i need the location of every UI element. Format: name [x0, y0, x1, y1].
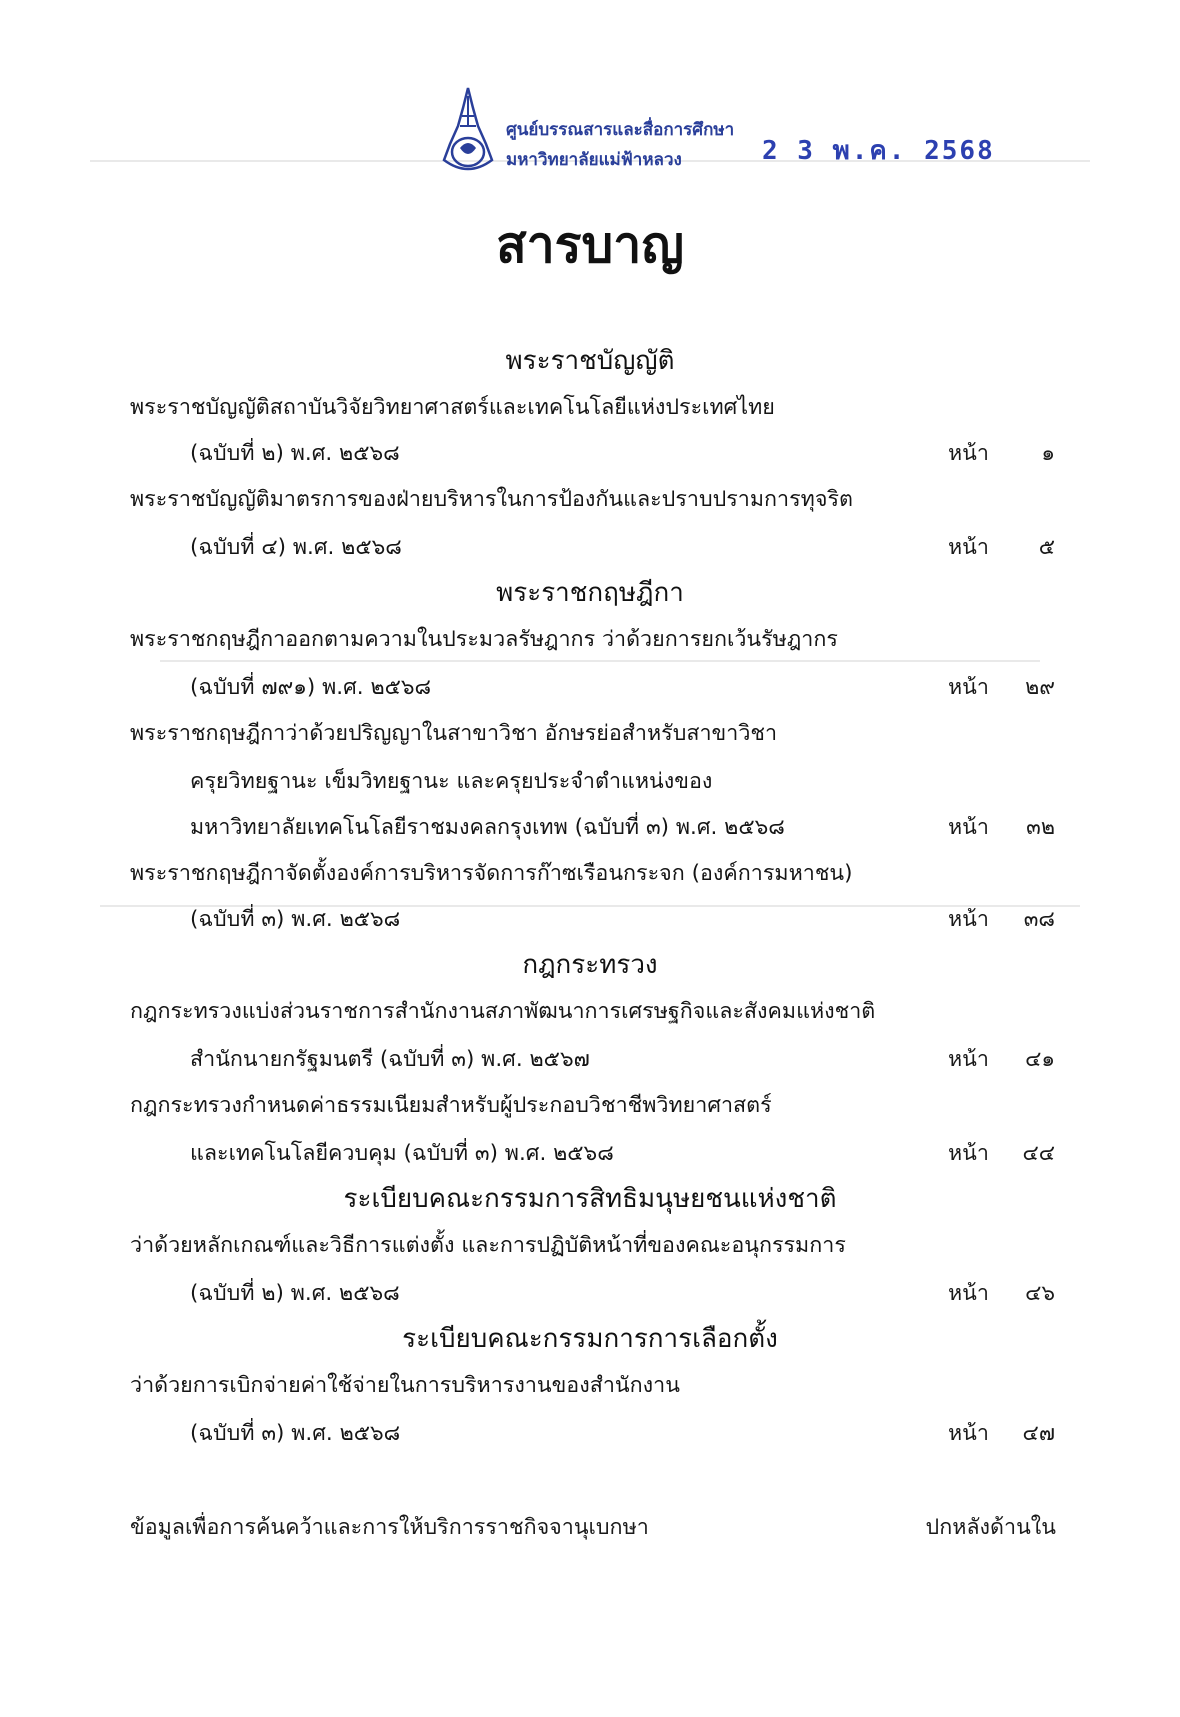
library-stamp	[440, 86, 995, 182]
page-number: ๓๒	[1026, 815, 1055, 840]
toc-entry-line: (ฉบับที่ ๓) พ.ศ. ๒๕๖๘	[190, 1421, 401, 1446]
page-label: หน้า	[948, 1281, 989, 1306]
toc-entry-line: พระราชบัญญัติสถาบันวิจัยวิทยาศาสตร์และเทคโนโลยีแห่งประเทศไทย	[130, 395, 775, 420]
section-heading: พระราชบัญญัติ	[505, 346, 675, 376]
page-number: ๔๗	[1022, 1421, 1055, 1446]
page-label: หน้า	[948, 907, 989, 932]
toc-entry-line: สำนักนายกรัฐมนตรี (ฉบับที่ ๓) พ.ศ. ๒๕๖๗	[190, 1047, 590, 1072]
page-label: หน้า	[948, 441, 989, 466]
university-seal-icon	[440, 86, 496, 178]
toc-entry-line: (ฉบับที่ ๒) พ.ศ. ๒๕๖๘	[190, 1281, 400, 1306]
toc-entry-line: และเทคโนโลยีควบคุม (ฉบับที่ ๓) พ.ศ. ๒๕๖๘	[190, 1141, 614, 1166]
footer-page-reference: ปกหลังด้านใน	[925, 1515, 1056, 1540]
page-title: สารบาญ	[496, 216, 684, 274]
toc-entry-line: ว่าด้วยหลักเกณฑ์และวิธีการแต่งตั้ง และการปฏิบัติหน้าที่ของคณะอนุกรรมการ	[130, 1233, 846, 1258]
page-number: ๓๘	[1023, 907, 1055, 932]
toc-entry-line: พระราชกฤษฎีกาว่าด้วยปริญญาในสาขาวิชา อักษรย่อสำหรับสาขาวิชา	[130, 721, 778, 746]
page-label: หน้า	[948, 535, 989, 560]
toc-entry-line: กฎกระทรวงกำหนดค่าธรรมเนียมสำหรับผู้ประกอบวิชาชีพวิทยาศาสตร์	[130, 1093, 772, 1118]
toc-entry-line: มหาวิทยาลัยเทคโนโลยีราชมงคลกรุงเทพ (ฉบับที่ ๓) พ.ศ. ๒๕๖๘	[190, 815, 785, 840]
stamp-date: 2 3 พ.ค. 2568	[762, 136, 995, 166]
toc-entry-line: ครุยวิทยฐานะ เข็มวิทยฐานะ และครุยประจำตำแหน่งของ	[190, 769, 713, 794]
page-label: หน้า	[948, 1141, 989, 1166]
stamp-institution-name: ศูนย์บรรณสารและสื่อการศึกษา	[506, 120, 735, 140]
section-heading: พระราชกฤษฎีกา	[496, 578, 684, 608]
page-label: หน้า	[948, 815, 989, 840]
bleed-through-line	[160, 660, 1040, 662]
stamp-university-name: มหาวิทยาลัยแม่ฟ้าหลวง	[506, 150, 682, 170]
toc-entry-line: (ฉบับที่ ๒) พ.ศ. ๒๕๖๘	[190, 441, 400, 466]
page-number: ๔๖	[1025, 1281, 1055, 1306]
page-number: ๕	[1038, 535, 1055, 560]
page-number: ๔๔	[1022, 1141, 1055, 1166]
page-number: ๒๙	[1025, 675, 1055, 700]
toc-entry-line: พระราชกฤษฎีกาออกตามความในประมวลรัษฎากร ว่าด้วยการยกเว้นรัษฎากร	[130, 627, 838, 652]
toc-entry-line: พระราชบัญญัติมาตรการของฝ่ายบริหารในการป้องกันและปราบปรามการทุจริต	[130, 487, 853, 512]
page-number: ๑	[1041, 441, 1055, 466]
page-label: หน้า	[948, 1421, 989, 1446]
page-label: หน้า	[948, 1047, 989, 1072]
page-label: หน้า	[948, 675, 989, 700]
section-heading: ระเบียบคณะกรรมการการเลือกตั้ง	[402, 1324, 778, 1354]
toc-entry-line: (ฉบับที่ ๔) พ.ศ. ๒๕๖๘	[190, 535, 402, 560]
toc-entry-line: กฎกระทรวงแบ่งส่วนราชการสำนักงานสภาพัฒนาการเศรษฐกิจและสังคมแห่งชาติ	[130, 999, 876, 1024]
toc-entry-line: ว่าด้วยการเบิกจ่ายค่าใช้จ่ายในการบริหารงานของสำนักงาน	[130, 1373, 680, 1398]
toc-entry-line: (ฉบับที่ ๗๙๑) พ.ศ. ๒๕๖๘	[190, 675, 432, 700]
section-heading: ระเบียบคณะกรรมการสิทธิมนุษยชนแห่งชาติ	[343, 1184, 837, 1214]
toc-entry-line: (ฉบับที่ ๓) พ.ศ. ๒๕๖๘	[190, 907, 401, 932]
section-heading: กฎกระทรวง	[522, 950, 658, 980]
page-number: ๔๑	[1025, 1047, 1055, 1072]
toc-entry-line: พระราชกฤษฎีกาจัดตั้งองค์การบริหารจัดการก๊าซเรือนกระจก (องค์การมหาชน)	[130, 861, 853, 886]
footer-note: ข้อมูลเพื่อการค้นคว้าและการให้บริการราชกิจจานุเบกษา	[130, 1515, 649, 1540]
